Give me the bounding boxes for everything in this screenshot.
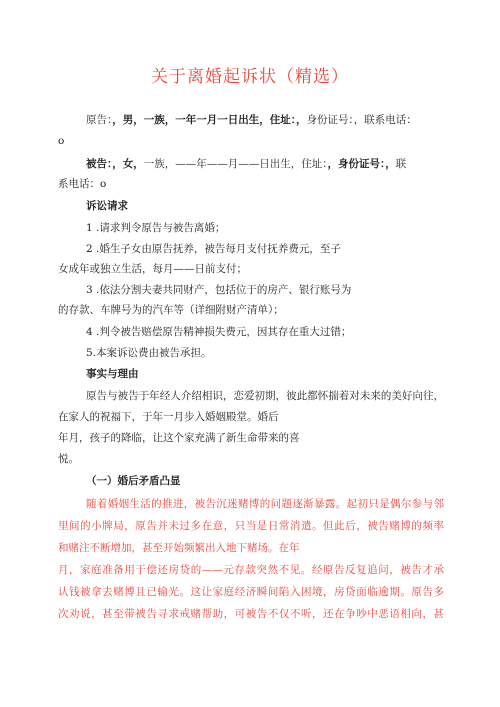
facts-paragraph-line: 在家人的祝福下，于年一月步入婚姻殿堂。婚后 — [58, 411, 279, 423]
claim-item: 5.本案诉讼费由被告承担。 — [86, 347, 212, 359]
document-title: 关于离婚起诉状（精选） — [151, 67, 349, 87]
section-paragraph-line: 随着婚姻生活的推进，被告沉迷赌博的问题逐渐暴露。起初只是偶尔参与邻 — [86, 498, 444, 510]
facts-heading: 事实与理由 — [86, 368, 139, 380]
defendant-label: 被告：，女， — [86, 158, 144, 170]
section-heading: （一）婚后矛盾凸显 — [86, 475, 181, 487]
plaintiff-details: ，男，一族，一年一月一日出生，住址：， — [112, 114, 307, 126]
claim-item: 2 .婚生子女由原告抚养，被告每月支付抚养费元，至子 — [86, 243, 341, 255]
section-paragraph-line: 次劝说，甚至带被告寻求戒赌帮助，可被告不仅不听，还在争吵中恶语相向，甚 — [58, 608, 444, 620]
plaintiff-line-2: o — [58, 135, 65, 147]
section-paragraph-line: 和赌注不断增加，甚至开始频繁出入地下赌场。在年 — [58, 542, 300, 554]
facts-paragraph-line: 年月，孩子的降临，让这个家充满了新生命带来的喜 — [58, 432, 300, 444]
defendant-id: ，身份证号：， — [327, 158, 396, 170]
plaintiff-id-phone: 身份证号：，联系电话： — [306, 114, 417, 126]
claims-heading: 诉讼请求 — [86, 200, 128, 212]
claim-item: 女成年或独立生活，每月——日前支付； — [58, 263, 247, 275]
defendant-contact-start: 联 — [395, 158, 407, 170]
claim-item: 4 .判令被告赔偿原告精神损失费元，因其存在重大过错； — [86, 326, 352, 338]
defendant-birth-address: 一族，——年——月——日出生，住址： — [143, 158, 328, 170]
plaintiff-line-1 — [86, 113, 417, 127]
section-paragraph-line: 认钱被拿去赌博且已输光。这让家庭经济瞬间陷入困境，房贷面临逾期。原告多 — [58, 586, 444, 598]
section-paragraph-line: 月，家庭准备用于偿还房贷的——元存款突然不见。经原告反复追问，被告才承 — [58, 564, 444, 576]
plaintiff-label: 原告： — [86, 114, 113, 126]
claim-item: 1 .请求判令原告与被告离婚； — [86, 222, 226, 234]
facts-paragraph-line: 悦。 — [58, 453, 79, 465]
defendant-line-2: 系电话：o — [58, 178, 107, 190]
claim-item: 的存款、车牌号为的汽车等（详细附财产清单）； — [58, 304, 284, 316]
defendant-line-1 — [86, 157, 406, 171]
claim-item: 3 .依法分割夫妻共同财产，包括位于的房产、银行账号为 — [86, 284, 352, 296]
facts-paragraph-line: 原告与被告于年经人介绍相识，恋爱初期，彼此都怀揣着对未来的美好向往， — [86, 390, 444, 402]
section-paragraph-line: 里间的小牌局，原告并未过多在意，只当是日常消遣。但此后，被告赌博的频率 — [58, 520, 444, 532]
